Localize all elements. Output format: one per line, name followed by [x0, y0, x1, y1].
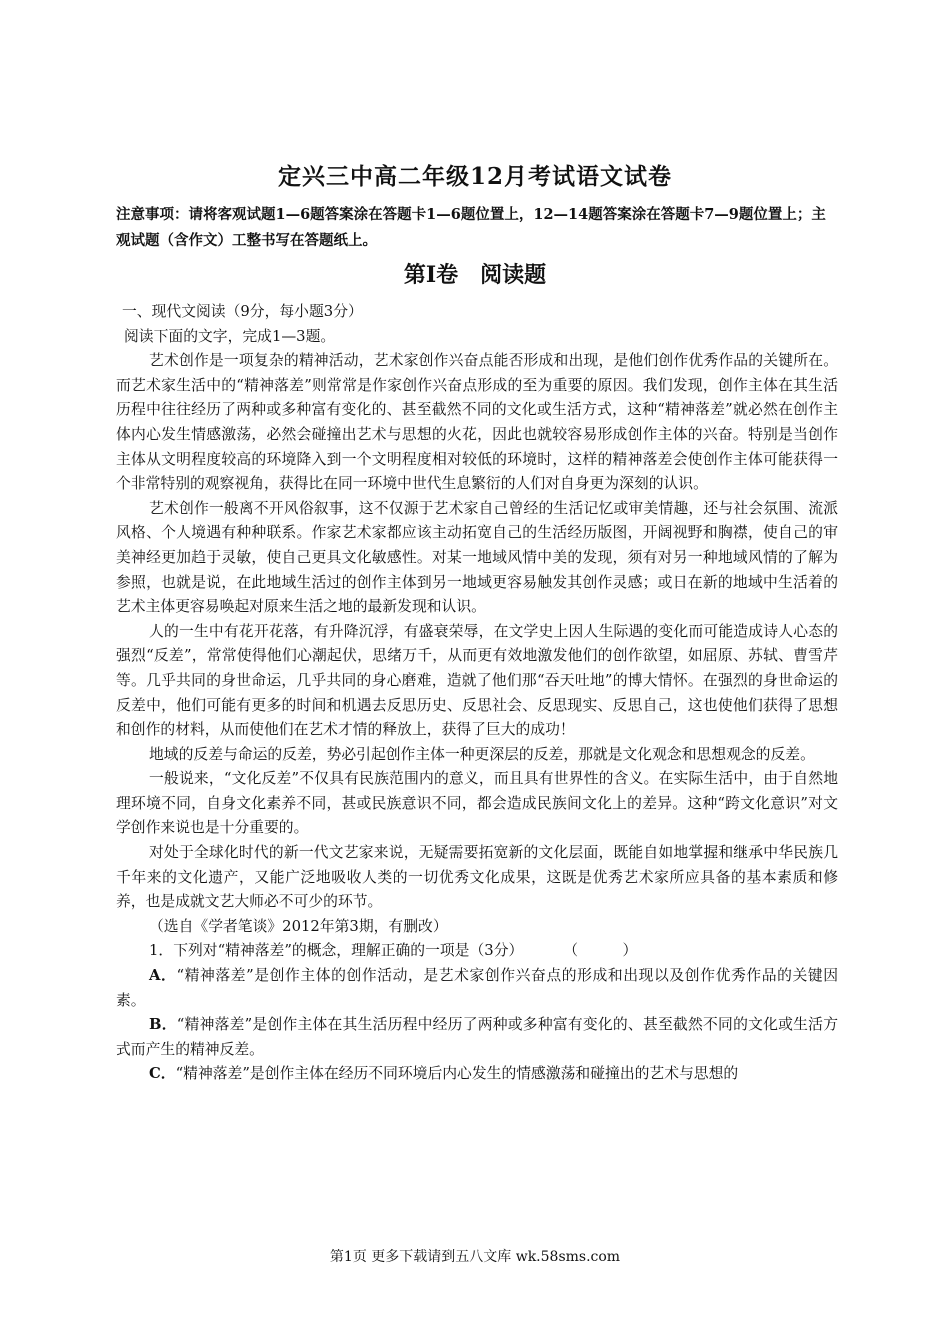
- source-citation: （选自《学者笔谈》2012年第3期，有删改）: [149, 917, 448, 935]
- option-c-text: “精神落差”是创作主体在经历不同环境后内心发生的情感激荡和碰撞出的艺术与思想的: [175, 1065, 739, 1083]
- option-a-label: A．: [149, 967, 177, 985]
- option-b: [116, 1013, 838, 1062]
- option-c: [116, 1062, 838, 1087]
- page-footer: 第1页 更多下载请到五八文库 wk.58sms.com: [329, 1249, 621, 1265]
- answer-blank: （ ）: [563, 942, 638, 960]
- option-b-text: “精神落差”是创作主体在其生活历程中经历了两种或多种富有变化的、甚至截然不同的文化或生活方式而产生的精神反差。: [116, 1016, 838, 1058]
- question-1-text: 1．下列对“精神落差”的概念，理解正确的一项是（3分）: [149, 942, 524, 960]
- exam-notice: 注意事项：请将客观试题1—6题答案涂在答题卡1—6题位置上，12—14题答案涂在答题卡7—9题位置上；主观试题（含作文）工整书写在答题纸上。: [116, 206, 826, 249]
- reading-section: [116, 300, 838, 1087]
- option-a: [116, 964, 838, 1013]
- question-1: [116, 939, 838, 964]
- paragraph-3: 人的一生中有花开花落，有升降沉浮，有盛衰荣辱，在文学史上因人生际遇的变化而可能造成诗人心态的强烈“反差”，常常使得他们心潮起伏，思绪万千，从而更有效地激发他们的创作欲望，如屈原、苏轼、曹雪芹等。几乎共同的身世命运，几乎共同的身心磨难，造就了他们那“吞天吐地”的博大情怀。在强烈的身世命运的反差中，他们可能有更多的时间和机遇去反思历史、反思社会、反思现实、反思自己，这也使他们获得了思想和创作的材料，从而使他们在艺术才情的释放上，获得了巨大的成功！: [116, 622, 838, 739]
- paragraph-4: 地域的反差与命运的反差，势必引起创作主体一种更深层的反差，那就是文化观念和思想观念的反差。: [149, 745, 815, 763]
- paragraph-2: 艺术创作一般离不开风俗叙事，这不仅源于艺术家自己曾经的生活记忆或审美情趣，还与社会氛围、流派风格、个人境遇有种种联系。作家艺术家都应该主动拓宽自己的生活经历版图，开阔视野和胸襟，使自己的审美神经更加趋于灵敏，使自己更具文化敏感性。对某一地域风情中美的发现，须有对另一种地域风情的了解为参照，也就是说，在此地域生活过的创作主体到另一地域更容易触发其创作灵感；或日在新的地域中生活着的艺术主体更容易唤起对原来生活之地的最新发现和认识。: [116, 499, 838, 616]
- exam-title: 定兴三中高二年级12月考试语文试卷: [277, 163, 672, 190]
- option-c-label: C．: [149, 1065, 176, 1083]
- paragraph-5: 一般说来，“文化反差”不仅具有民族范围内的意义，而且具有世界性的含义。在实际生活中，由于自然地理环境不同，自身文化素养不同，甚或民族意识不同，都会造成民族间文化上的差异。这种“跨文化意识”对文学创作来说也是十分重要的。: [116, 770, 838, 837]
- section-title: 第Ⅰ卷 阅读题: [403, 262, 547, 288]
- option-b-label: B．: [149, 1016, 177, 1034]
- paragraph-6: 对处于全球化时代的新一代文艺家来说，无疑需要拓宽新的文化层面，既能自如地掌握和继承中华民族几千年来的文化遗产，又能广泛地吸收人类的一切优秀文化成果，这既是优秀艺术家所应具备的基本素质和修养，也是成就文艺大师必不可少的环节。: [116, 844, 838, 911]
- option-a-text: “精神落差”是创作主体的创作活动，是艺术家创作兴奋点的形成和出现以及创作优秀作品的关键因素。: [116, 967, 839, 1009]
- paragraph-1: 艺术创作是一项复杂的精神活动，艺术家创作兴奋点能否形成和出现，是他们创作优秀作品的关键所在。而艺术家生活中的“精神落差”则常常是作家创作兴奋点形成的至为重要的原因。我们发现，创作主体在其生活历程中往往经历了两种或多种富有变化的、甚至截然不同的文化或生活方式，这种“精神落差”就必然在创作主体内心发生情感激荡，必然会碰撞出艺术与思想的火花，因此也就较容易形成创作主体的兴奋。特别是当创作主体从文明程度较高的环境降入到一个文明程度相对较低的环境时，这样的精神落差会使创作主体可能获得一个非常特别的观察视角，获得比在同一环境中世代生息繁衍的人们对自身更为深刻的认识。: [116, 352, 838, 493]
- reading-instruction: 阅读下面的文字，完成1—3题。: [124, 327, 336, 345]
- part-heading: 一、现代文阅读（9分，每小题3分）: [122, 303, 363, 320]
